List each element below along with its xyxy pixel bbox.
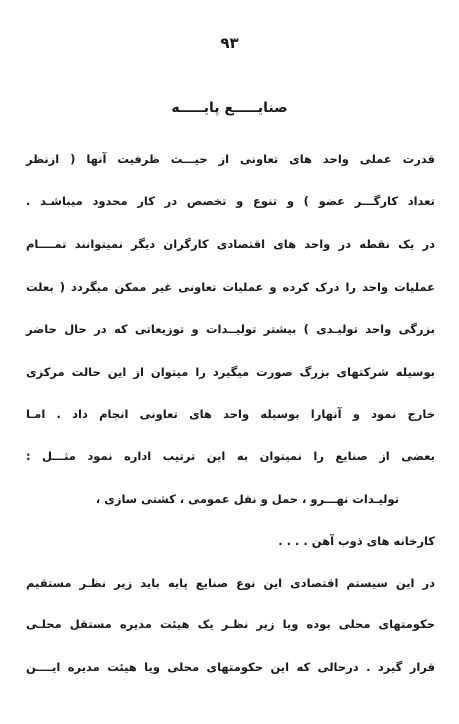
paragraph-line: بزرگی واحد تولیـدی ) بیشتر تولیــدات و توزیعاتی که در حال حاضر	[26, 322, 435, 336]
paragraph-line: تولیـدات نهـــرو ، حمل و نقل عمومی ، کشتی سازی ،	[95, 492, 399, 506]
paragraph-line: قرار گیرد . درحالی که این حکومتهای محلی ویا هیئت مدیره ایــــن	[26, 660, 435, 674]
paragraph-line: تعداد کارگـــر عضو ) و تنوع و تخصص در کار محدود میباشـد .	[26, 194, 435, 208]
paragraph-line: بوسیله شرکتهای بزرگ صورت میگیرد را میتوان از این حالت مرکزی	[26, 365, 435, 379]
paragraph-line: بعضی از صنایع را نمیتوان به این ترتیب اداره نمود مثـــل :	[26, 449, 435, 463]
paragraph-line: حکومتهای محلی بوده ویا زیر نظـر یک هیئت مدیره مستقل محلـی	[26, 617, 435, 631]
paragraph-line: عملیات واحد را درک کرده و عملیات تعاونی غیر ممکن میگردد ( بعلت	[26, 280, 435, 294]
paragraph-line: خارج نمود و آنهارا بوسیله واحد های تعاونی انجام داد . امـا	[26, 407, 435, 421]
section-heading: صنایـــــع پایـــــه	[171, 100, 288, 116]
page-number: ۹۳	[220, 34, 239, 52]
paragraph-line: در یک نقطه در واحد های اقتصادی کارگران دیگر نمیتوانند تمــــام	[26, 237, 435, 251]
paragraph-line: قدرت عملی واحد های تعاونی از حیـــث ظرفیت آنها ( ازنظر	[26, 152, 435, 166]
paragraph-line: کارخانه های ذوب آهن . . . .	[278, 534, 435, 548]
paragraph-line: در این سیستم اقتصادی این نوع صنایع پایه باید زیر نظـر مستقیم	[26, 576, 435, 590]
